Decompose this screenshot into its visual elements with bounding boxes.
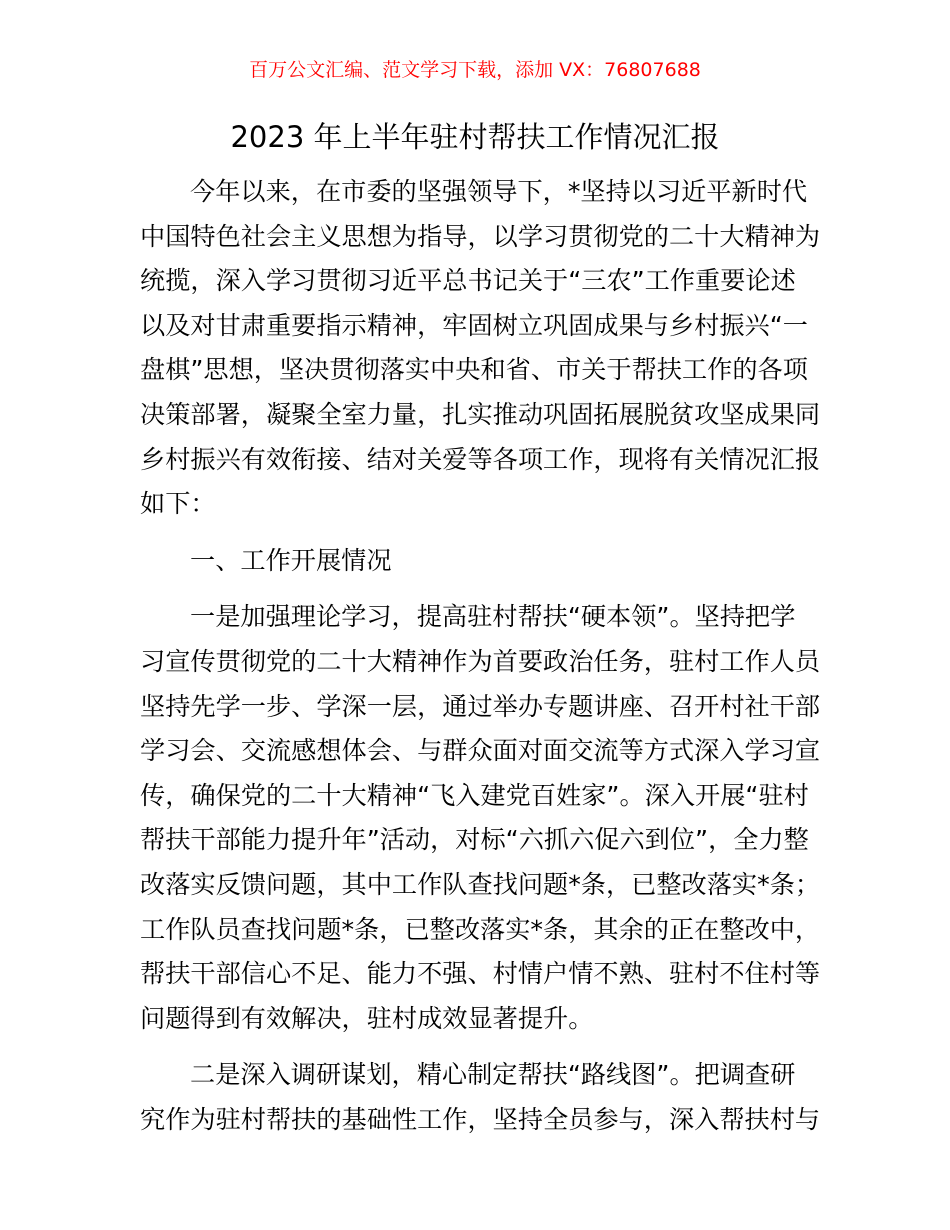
header-watermark-note: 百万公文汇编、范文学习下载，添加 VX：76807688 bbox=[249, 59, 701, 81]
section-heading: 一、工作开展情况 bbox=[190, 545, 392, 575]
paragraph-line: 工作队员查找问题*条，已整改落实*条，其余的正在整改中， bbox=[140, 914, 821, 944]
paragraph-line: 统揽，深入学习贯彻习近平总书记关于“三农”工作重要论述 bbox=[140, 266, 796, 296]
paragraph-line: 问题得到有效解决，驻村成效显著提升。 bbox=[140, 1003, 594, 1033]
paragraph-line: 如下： bbox=[140, 489, 216, 519]
paragraph-line: 盘棋”思想，坚决贯彻落实中央和省、市关于帮扶工作的各项 bbox=[140, 355, 808, 385]
paragraph-line: 改落实反馈问题，其中工作队查找问题*条，已整改落实*条； bbox=[140, 869, 821, 899]
paragraph-line: 决策部署，凝聚全室力量，扎实推动巩固拓展脱贫攻坚成果同 bbox=[140, 399, 821, 429]
paragraph-line: 究作为驻村帮扶的基础性工作，坚持全员参与，深入帮扶村与 bbox=[140, 1104, 821, 1134]
paragraph-line: 学习会、交流感想体会、与群众面对面交流等方式深入学习宣 bbox=[140, 736, 821, 766]
paragraph-line: 坚持先学一步、学深一层，通过举办专题讲座、召开村社干部 bbox=[140, 691, 821, 721]
paragraph-line: 帮扶干部信心不足、能力不强、村情户情不熟、驻村不住村等 bbox=[140, 959, 821, 989]
paragraph-line: 乡村振兴有效衔接、结对关爱等各项工作，现将有关情况汇报 bbox=[140, 444, 821, 474]
paragraph-line: 帮扶干部能力提升年”活动，对标“六抓六促六到位”，全力整 bbox=[140, 825, 809, 855]
document-title: 2023 年上半年驻村帮扶工作情况汇报 bbox=[230, 120, 720, 154]
paragraph-line: 二是深入调研谋划，精心制定帮扶“路线图”。把调查研 bbox=[190, 1060, 796, 1090]
paragraph-line: 传，确保党的二十大精神“飞入建党百姓家”。深入开展“驻村 bbox=[140, 780, 809, 810]
paragraph-line: 一是加强理论学习，提高驻村帮扶“硬本领”。坚持把学 bbox=[190, 602, 796, 632]
document-body bbox=[140, 170, 821, 1142]
paragraph-line: 习宣传贯彻党的二十大精神作为首要政治任务，驻村工作人员 bbox=[140, 646, 821, 676]
paragraph-line: 今年以来，在市委的坚强领导下，*坚持以习近平新时代 bbox=[190, 177, 808, 206]
paragraph-line: 中国特色社会主义思想为指导，以学习贯彻党的二十大精神为 bbox=[140, 221, 821, 251]
paragraph-line: 以及对甘肃重要指示精神，牢固树立巩固成果与乡村振兴“一 bbox=[140, 310, 808, 340]
